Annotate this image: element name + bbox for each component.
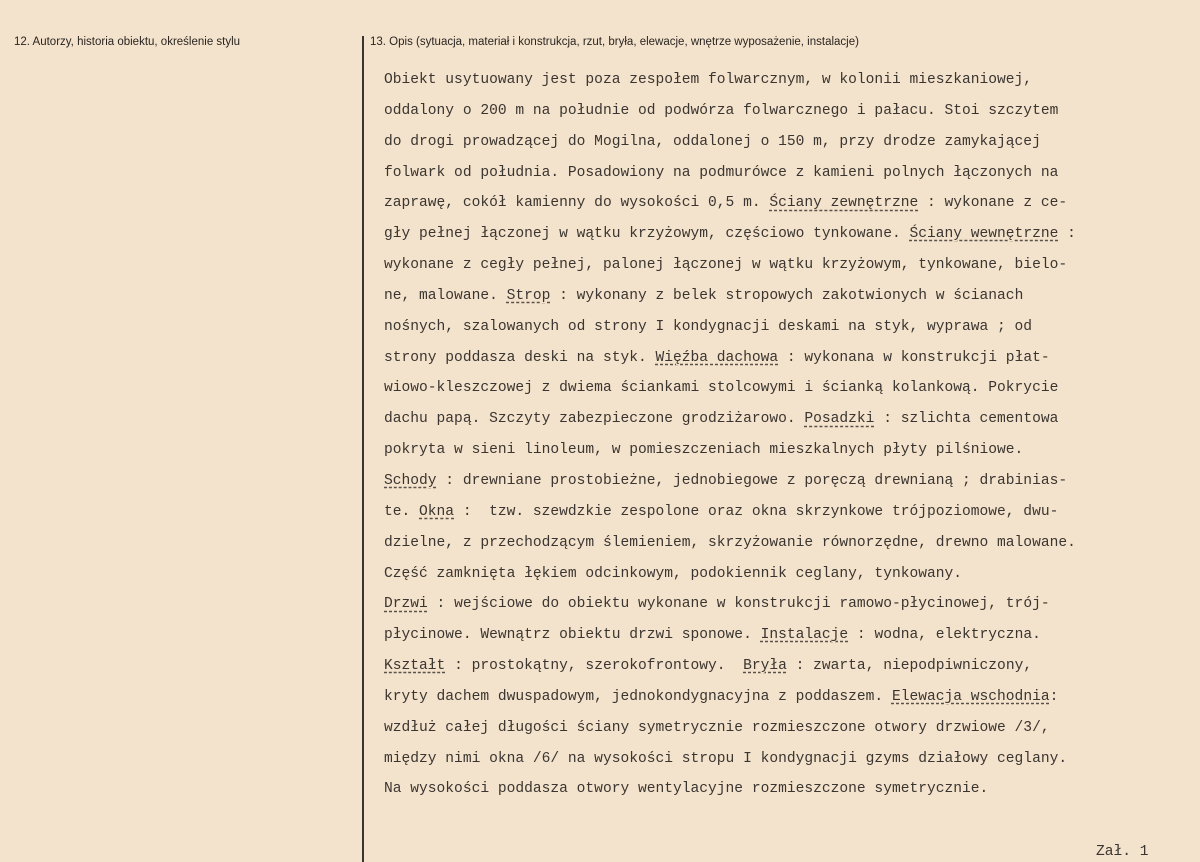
text-line (384, 651, 1184, 682)
text-line (384, 774, 1184, 805)
text-segment: oddalony o 200 m na południe od podwórza folwarcznego i pałacu. Stoi szczytem (384, 102, 1059, 119)
text-line (384, 589, 1184, 620)
attachment-label: Zał. 1 (1096, 844, 1149, 860)
text-segment: kryty dachem dwuspadowym, jednokondygnacyjna z poddaszem. (384, 688, 892, 705)
text-segment: dachu papą. Szczyty zabezpieczone grodziżarowo. (384, 411, 805, 428)
text-segment: : wykonane z ce- (918, 195, 1068, 212)
underlined-heading: Drzwi (384, 596, 428, 613)
column-divider (362, 36, 364, 862)
text-line (384, 528, 1184, 559)
text-line (384, 559, 1184, 590)
text-line (384, 158, 1184, 189)
text-line (384, 373, 1184, 404)
text-segment: Część zamknięta łękiem odcinkowym, podokiennik ceglany, tynkowany. (384, 565, 963, 582)
underlined-heading: Bryła (743, 658, 787, 675)
text-line (384, 404, 1184, 435)
text-line (384, 127, 1184, 158)
text-segment: : tzw. szewdzkie zespolone oraz okna skrzynkowe trójpoziomowe, dwu- (454, 503, 1059, 520)
description-text (384, 65, 1184, 805)
text-segment: : wejściowe do obiektu wykonane w konstrukcji ramowo-płycinowej, trój- (427, 596, 1050, 613)
text-segment: pokryta w sieni linoleum, w pomieszczeniach mieszkalnych płyty pilśniowe. (384, 442, 1024, 459)
text-line (384, 435, 1184, 466)
right-column-header: 13. Opis (sytuacja, materiał i konstrukcja, rzut, bryła, elewacje, wnętrze wyposażenie, instalacje) (370, 36, 859, 48)
underlined-heading: Strop (506, 287, 551, 304)
underlined-heading: Okna (419, 503, 455, 520)
text-segment: strony poddasza deski na styk. (384, 349, 656, 366)
text-segment: : wodna, elektryczna. (848, 627, 1041, 644)
text-segment: gły pełnej łączonej w wątku krzyżowym, częściowo tynkowane. (384, 226, 910, 243)
text-line (384, 466, 1184, 497)
text-line (384, 682, 1184, 713)
text-line (384, 65, 1184, 96)
text-line (384, 343, 1184, 374)
text-line (384, 312, 1184, 343)
text-segment: te. (384, 503, 420, 520)
text-segment: wzdłuż całej długości ściany symetrycznie rozmieszczone otwory drzwiowe /3/, (384, 719, 1050, 736)
left-column-header: 12. Autorzy, historia obiektu, określenie stylu (14, 36, 241, 48)
text-segment: : drewniane prostobieżne, jednobiegowe z poręczą drewnianą ; drabinias- (436, 472, 1068, 489)
text-segment: nośnych, szalowanych od strony I kondygnacji deskami na styk, wyprawa ; od (384, 318, 1033, 335)
text-line (384, 96, 1184, 127)
text-segment: ne, malowane. (384, 287, 507, 304)
text-segment: : (1049, 688, 1059, 705)
text-line (384, 281, 1184, 312)
text-segment: : prostokątny, szerokofrontowy. (445, 658, 744, 675)
text-segment: do drogi prowadzącej do Mogilna, oddalonej o 150 m, przy drodze zamykającej (384, 133, 1041, 150)
text-line (384, 497, 1184, 528)
text-line (384, 713, 1184, 744)
text-segment: dzielne, z przechodzącym ślemieniem, skrzyżowanie równorzędne, drewno malowane. (384, 534, 1076, 551)
text-segment: : (1058, 226, 1076, 243)
text-line (384, 620, 1184, 651)
underlined-heading: Elewacja wschodnia (891, 688, 1050, 705)
underlined-heading: Więźba dachowa (655, 349, 779, 366)
text-segment: : wykonany z belek stropowych zakotwionych w ścianach (550, 287, 1024, 304)
text-segment: między nimi okna /6/ na wysokości stropu I kondygnacji gzyms działowy ceglany. (384, 750, 1068, 767)
text-segment: zaprawę, cokół kamienny do wysokości 0,5 m. (384, 195, 770, 212)
text-segment: folwark od południa. Posadowiony na podmurówce z kamieni polnych łączonych na (384, 164, 1059, 181)
text-segment: wiowo-kleszczowej z dwiema ściankami stolcowymi i ścianką kolankową. Pokrycie (384, 380, 1059, 397)
underlined-heading: Ściany zewnętrzne (769, 195, 919, 212)
text-line (384, 188, 1184, 219)
underlined-heading: Kształt (384, 658, 446, 675)
text-segment: : wykonana w konstrukcji płat- (778, 349, 1050, 366)
text-segment: wykonane z cegły pełnej, palonej łączonej w wątku krzyżowym, tynkowane, bielo- (384, 257, 1068, 274)
text-segment: Na wysokości poddasza otwory wentylacyjne rozmieszczone symetrycznie. (384, 781, 989, 798)
underlined-heading: Ściany wewnętrzne (909, 226, 1059, 243)
underlined-heading: Posadzki (804, 411, 875, 428)
text-segment: : zwarta, niepodpiwniczony, (786, 658, 1033, 675)
text-segment: płycinowe. Wewnątrz obiektu drzwi sponowe. (384, 627, 761, 644)
text-segment: Obiekt usytuowany jest poza zespołem folwarcznym, w kolonii mieszkaniowej, (384, 72, 1033, 88)
text-line (384, 744, 1184, 775)
underlined-heading: Schody (384, 472, 437, 489)
text-line (384, 250, 1184, 281)
text-segment: : szlichta cementowa (874, 411, 1059, 428)
underlined-heading: Instalacje (760, 627, 849, 644)
text-line (384, 219, 1184, 250)
